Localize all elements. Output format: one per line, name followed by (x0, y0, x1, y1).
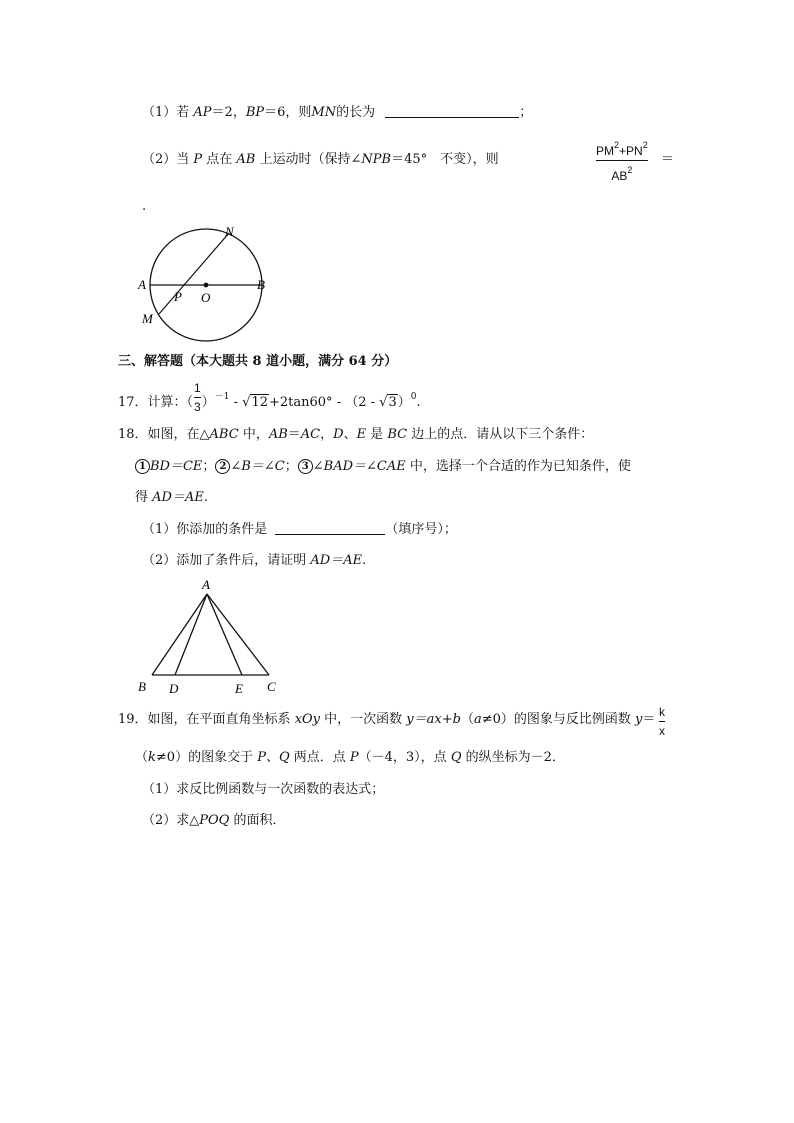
q17-period: . (416, 395, 421, 410)
q19-q: Q (450, 750, 462, 765)
condition-3: ∠BAD＝∠CAE (312, 459, 406, 474)
segment-ae (207, 594, 242, 675)
q16-mid3: ＝45° 不变），则 (391, 152, 499, 167)
q16-part1 (142, 103, 532, 123)
label-b: B (257, 277, 265, 292)
chord-mn (159, 233, 229, 314)
q18-line3 (135, 488, 208, 508)
fraction-bar (659, 721, 665, 722)
q17-close: ） (201, 395, 215, 410)
q19-text: （ (460, 712, 474, 727)
label-m: M (142, 311, 153, 326)
q16-period: . (142, 199, 147, 214)
q16-mid1: 点在 (202, 152, 237, 167)
frac-ab: AB (611, 169, 628, 183)
frac-den: 3 (194, 400, 201, 414)
label-n: N (225, 224, 234, 239)
q19-y: y (635, 712, 643, 727)
frac-x: x (659, 724, 665, 738)
q18-sub2 (142, 551, 366, 571)
q18-text: . (362, 553, 367, 568)
q18-line1 (118, 425, 593, 445)
q18-d: D (333, 427, 344, 442)
circled-1: 1 (135, 459, 150, 474)
center-point-o (204, 283, 209, 288)
frac-pm: PM (596, 144, 614, 158)
q16-mid2: 上运动时（保持∠ (255, 152, 362, 167)
q16-part2 (142, 150, 499, 170)
radicand-12: 12 (251, 395, 268, 410)
label-c: C (267, 679, 276, 694)
label-b: B (138, 679, 146, 694)
q16-eq1: ＝2， (211, 105, 246, 120)
q16-fraction (596, 137, 648, 184)
fraction-bar (596, 160, 648, 161)
q18-bc: BC (387, 427, 408, 442)
circle-figure (130, 220, 280, 350)
q19-text: 的纵坐标为－2． (461, 750, 565, 765)
side-ac (207, 594, 269, 675)
answer-blank[interactable] (275, 522, 385, 535)
q17-minus: - (229, 395, 243, 410)
q18-line2: 1 BD＝CE； 2 ∠B＝∠C； 3 ∠BAD＝∠CAE 中，选择一个合适的作为已知条件，使 (135, 457, 631, 477)
q18-ad-ae: AD＝AE (152, 490, 204, 505)
q19-text: ≠0）的图象交于 (155, 750, 258, 765)
section-heading: 三、解答题（本大题共 8 道小题，满分 64 分） (118, 354, 398, 369)
exp-0: 0 (410, 392, 417, 402)
q17 (118, 381, 421, 414)
q19-fraction (659, 704, 665, 739)
q19-line1 (118, 710, 655, 730)
q18-ad-ae: AD＝AE (310, 553, 363, 568)
q19-sub2 (142, 811, 285, 831)
circled-3: 3 (298, 459, 313, 474)
q16-part1-prefix: （1）若 (142, 105, 194, 120)
q19-pq: P、Q (257, 750, 290, 765)
q18-text: ， (320, 427, 334, 442)
q19-text: （ (135, 750, 149, 765)
q16-ap: AP (193, 105, 212, 120)
q19-text: （－4，3），点 (358, 750, 451, 765)
q18-text: 是 (366, 427, 388, 442)
q18-text: 得 (135, 490, 153, 505)
q18-text: 边上的点．请从以下三个条件： (407, 427, 594, 442)
q19-a: a (473, 712, 482, 727)
q19-text: （2）求△ (142, 813, 200, 828)
q16-part2-prefix: （2）当 (142, 152, 194, 167)
frac-pn: +PN (619, 144, 643, 158)
q16-mn: MN (311, 105, 337, 120)
q19-text: ≠0）的图象与反比例函数 (481, 712, 636, 727)
q18-text: 18．如图，在△ (118, 427, 210, 442)
q19-k: k (148, 750, 156, 765)
q19-text: 19．如图，在平面直角坐标系 (118, 712, 295, 727)
q19-linear-func: y＝ax+b (406, 712, 461, 727)
exp-2: 2 (627, 165, 633, 175)
q18-eq: ＝ (287, 427, 301, 442)
q19-text: 的面积． (229, 813, 286, 828)
exp-2: 2 (642, 140, 648, 150)
circled-2: 2 (215, 459, 230, 474)
q19-p: P (349, 750, 359, 765)
q18-ac: AC (300, 427, 321, 442)
q19-poq: POQ (199, 813, 230, 828)
label-o: O (201, 290, 211, 305)
exp-neg1: －1 (214, 392, 230, 402)
sqrt-3: √3 (379, 395, 397, 410)
q18-sub1-text: （1）你添加的条件是 (142, 522, 268, 537)
q18-sub1 (142, 520, 457, 540)
label-a: A (202, 577, 210, 592)
q16-bp: BP (245, 105, 265, 120)
q16-npb: NPB (361, 152, 392, 167)
q17-tan: +2tan60° (269, 395, 333, 410)
q17-close2: ） (397, 395, 411, 410)
q16-eq2: ＝6，则 (264, 105, 312, 120)
q18-sep: 、 (343, 427, 357, 442)
q18-text: 中， (238, 427, 269, 442)
q18-sub1-tail: （填序号）； (385, 522, 457, 537)
q19-line2 (135, 748, 565, 768)
q19-text: 中，一次函数 (320, 712, 407, 727)
frac-num: 1 (194, 381, 201, 395)
q19-xoy: xOy (294, 712, 321, 727)
radicand-3: 3 (388, 395, 397, 410)
q18-sub2-text: （2）添加了条件后，请证明 (142, 553, 311, 568)
frac-k: k (659, 705, 665, 719)
q18-text: . (203, 490, 208, 505)
fraction-bar (194, 397, 201, 398)
triangle-figure (130, 575, 290, 700)
condition-2: ∠B＝∠C (230, 459, 285, 474)
answer-blank[interactable] (385, 105, 519, 118)
label-a: A (138, 277, 146, 292)
label-e: E (235, 681, 243, 696)
q19-sub1: （1）求反比例函数与一次函数的表达式； (142, 782, 385, 797)
label-d: D (169, 681, 179, 696)
label-p: P (174, 289, 182, 304)
exp-2: 2 (614, 140, 620, 150)
q16-p: P (193, 152, 203, 167)
q18-text: 中，选择一个合适的作为已知条件，使 (405, 459, 631, 474)
q17-fraction (194, 380, 201, 415)
q19-eq: ＝ (642, 712, 656, 727)
q18-ab: AB (268, 427, 288, 442)
q16-ab: AB (236, 152, 256, 167)
q16-equals: ＝ (661, 152, 675, 167)
q16-part1-post: 的长为 (336, 105, 376, 120)
q18-abc: ABC (209, 427, 239, 442)
q19-text: 两点．点 (289, 750, 350, 765)
q17-minus2: - （2 - (332, 395, 380, 410)
condition-1: BD＝CE (150, 459, 203, 474)
sqrt-12: √12 (242, 395, 268, 410)
q18-e: E (356, 427, 367, 442)
q17-prefix: 17．计算：（ (118, 395, 194, 410)
q16-part1-end: ； (519, 105, 533, 120)
